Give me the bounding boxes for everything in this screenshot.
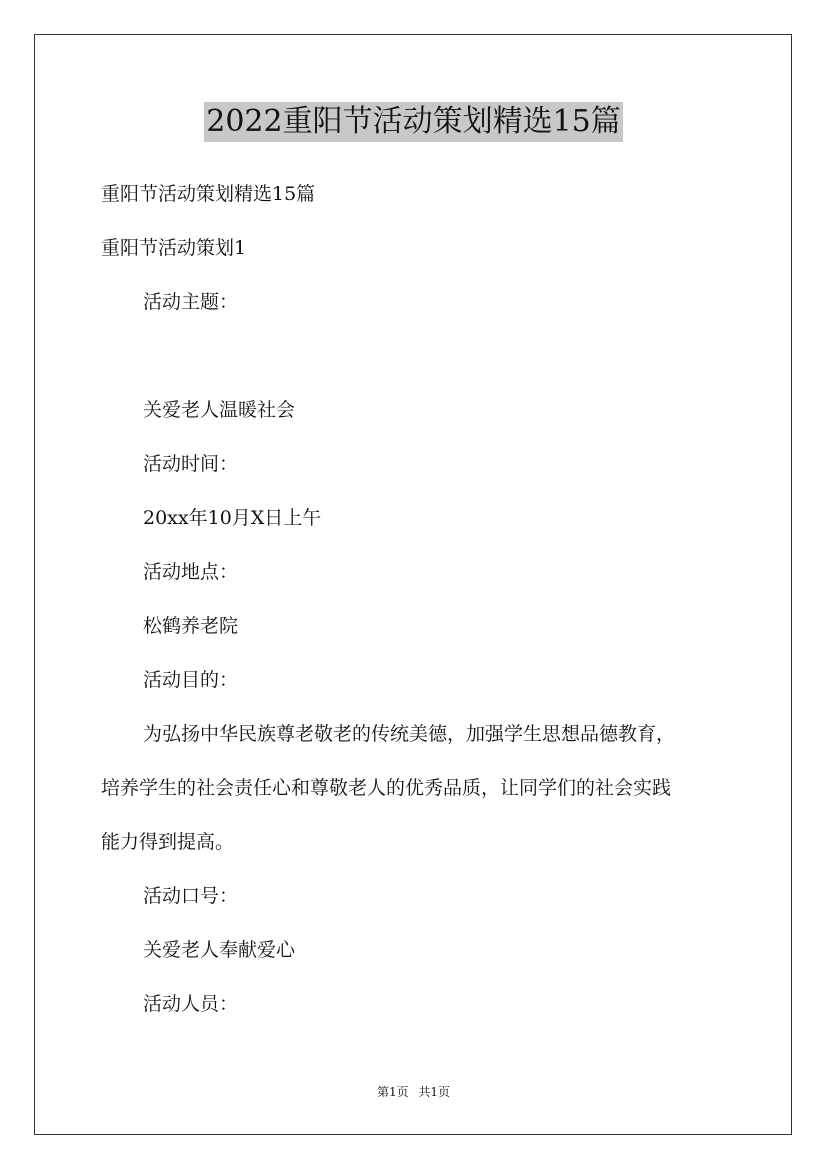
paragraph-line: 为弘扬中华民族尊老敬老的传统美德，加强学生思想品德教育， [143,723,676,745]
section-heading: 重阳节活动策划1 [101,237,247,259]
paragraph-line: 活动地点： [143,561,239,583]
paragraph-line: 活动目的： [143,669,239,691]
paragraph-line: 松鹤养老院 [143,615,239,637]
paragraph-line: 活动主题： [143,291,239,313]
page-number: 第1页 [376,1085,409,1099]
paragraph-line: 20xx年10月X日上午 [143,507,322,529]
document-title: 2022重阳节活动策划精选15篇 [204,102,623,142]
paragraph-line: 能力得到提高。 [101,831,235,853]
paragraph-line: 关爱老人温暖社会 [143,399,296,421]
subtitle-line: 重阳节活动策划精选15篇 [101,183,316,205]
title-container [0,102,827,142]
paragraph-line: 培养学生的社会责任心和尊敬老人的优秀品质，让同学们的社会实践 [101,777,672,799]
paragraph-line: 活动时间： [143,453,239,475]
page-count: 共1页 [418,1085,451,1099]
paragraph-line: 关爱老人奉献爱心 [143,939,296,961]
paragraph-line: 活动口号： [143,885,239,907]
paragraph-line: 活动人员： [143,993,239,1015]
page-footer [0,1084,827,1100]
